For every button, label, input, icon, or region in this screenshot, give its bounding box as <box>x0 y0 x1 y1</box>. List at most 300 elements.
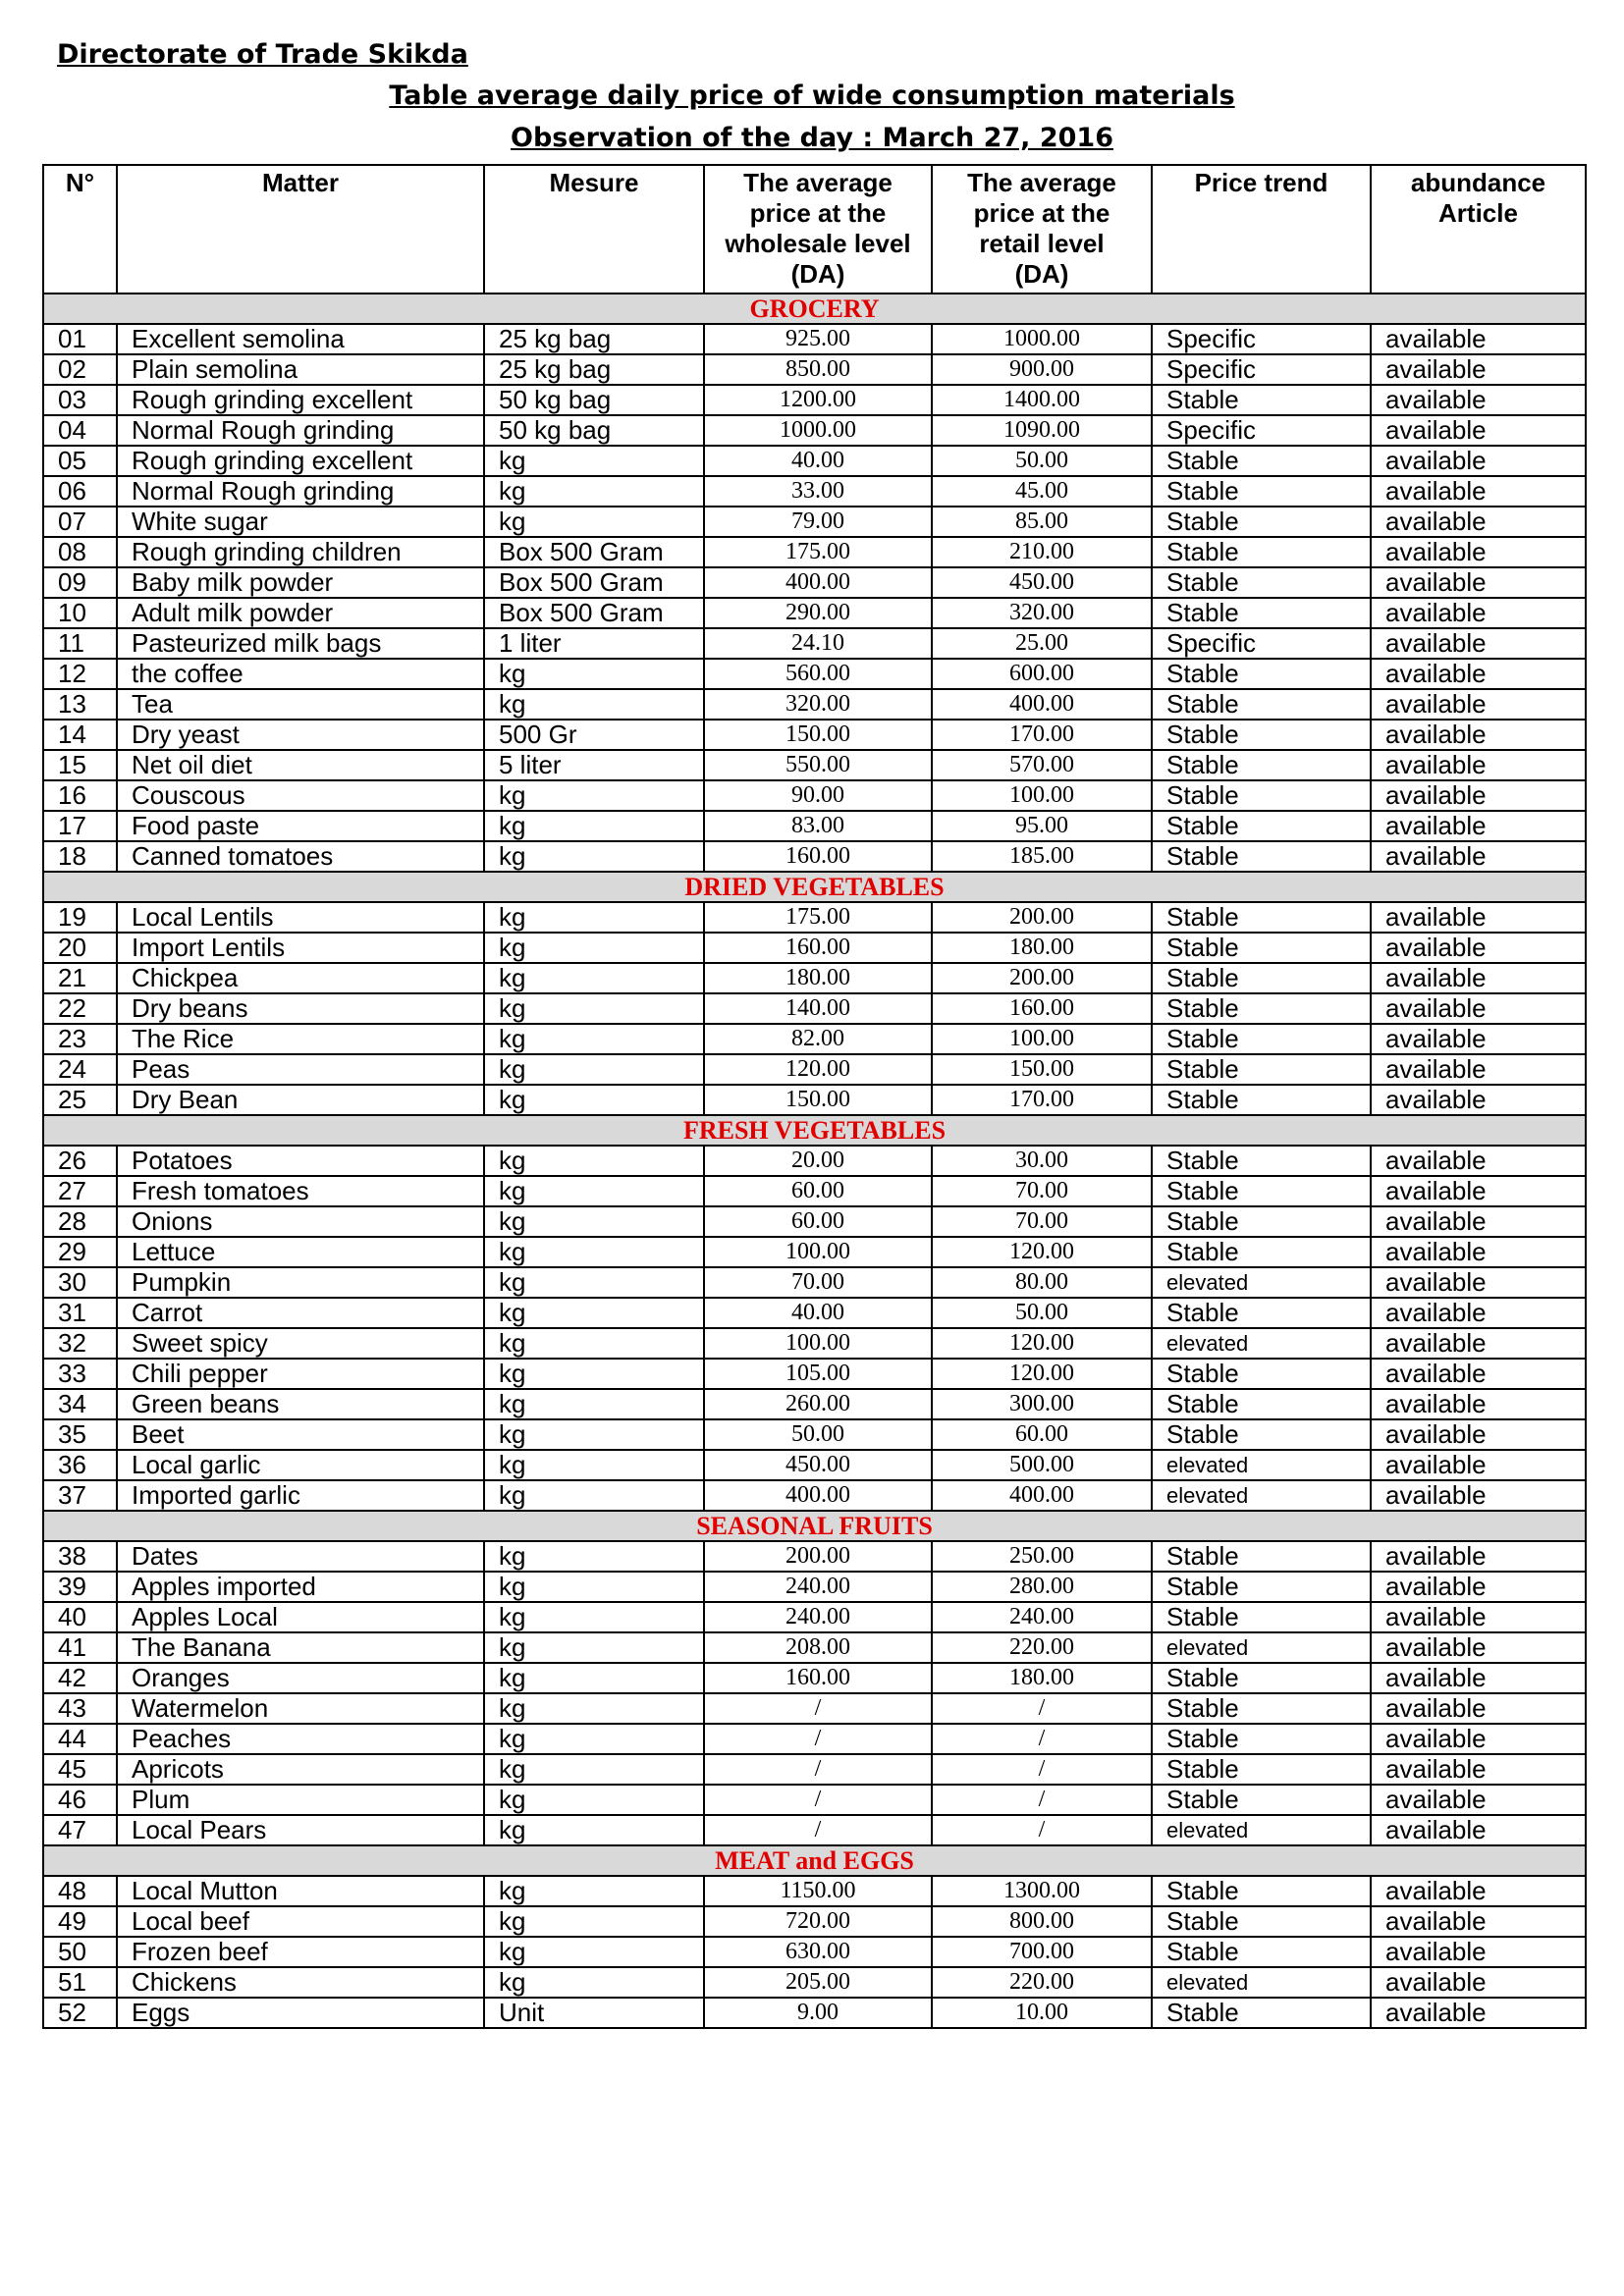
section-row <box>43 1511 1586 1541</box>
measure-cell: kg <box>484 780 704 811</box>
table-row <box>43 902 1586 933</box>
abundance-cell: available <box>1371 720 1586 750</box>
table-body <box>43 294 1586 2028</box>
abundance-cell: available <box>1371 507 1586 537</box>
matter-cell: Pumpkin <box>117 1267 484 1298</box>
retail-price-cell: 80.00 <box>932 1267 1152 1298</box>
price-trend-cell: Stable <box>1152 1359 1371 1389</box>
wholesale-price-cell: 200.00 <box>704 1541 932 1572</box>
abundance-cell: available <box>1371 1237 1586 1267</box>
wholesale-price-cell: 120.00 <box>704 1054 932 1085</box>
table-row <box>43 354 1586 385</box>
retail-price-cell: 200.00 <box>932 902 1152 933</box>
measure-cell: kg <box>484 446 704 476</box>
retail-price-cell: 200.00 <box>932 963 1152 993</box>
table-row <box>43 993 1586 1024</box>
retail-price-cell: 150.00 <box>932 1054 1152 1085</box>
table-row <box>43 446 1586 476</box>
matter-cell: Peaches <box>117 1724 484 1754</box>
retail-price-cell: / <box>932 1754 1152 1785</box>
abundance-cell: available <box>1371 628 1586 659</box>
retail-price-cell: 100.00 <box>932 1024 1152 1054</box>
matter-cell: Watermelon <box>117 1693 484 1724</box>
organization-title: Directorate of Trade Skikda <box>57 39 468 70</box>
abundance-cell: available <box>1371 1085 1586 1115</box>
measure-cell: kg <box>484 1085 704 1115</box>
table-row <box>43 385 1586 415</box>
matter-cell: The Banana <box>117 1632 484 1663</box>
retail-price-cell: 1300.00 <box>932 1876 1152 1906</box>
matter-cell: Excellent semolina <box>117 324 484 354</box>
matter-cell: Local beef <box>117 1906 484 1937</box>
measure-cell: kg <box>484 902 704 933</box>
abundance-cell: available <box>1371 1815 1586 1845</box>
price-trend-cell: Stable <box>1152 598 1371 628</box>
row-number: 07 <box>43 507 117 537</box>
row-number: 44 <box>43 1724 117 1754</box>
price-trend-cell: elevated <box>1152 1632 1371 1663</box>
measure-cell: kg <box>484 1328 704 1359</box>
table-row <box>43 1815 1586 1845</box>
wholesale-price-cell: 720.00 <box>704 1906 932 1937</box>
table-row <box>43 659 1586 689</box>
row-number: 40 <box>43 1602 117 1632</box>
wholesale-price-cell: 925.00 <box>704 324 932 354</box>
wholesale-price-cell: 79.00 <box>704 507 932 537</box>
wholesale-price-cell: 40.00 <box>704 1298 932 1328</box>
price-trend-cell: Stable <box>1152 750 1371 780</box>
price-trend-cell: Stable <box>1152 1176 1371 1206</box>
measure-cell: kg <box>484 1967 704 1998</box>
wholesale-price-cell: 100.00 <box>704 1237 932 1267</box>
price-trend-cell: Stable <box>1152 659 1371 689</box>
measure-cell: kg <box>484 1663 704 1693</box>
row-number: 33 <box>43 1359 117 1389</box>
table-row <box>43 1328 1586 1359</box>
price-trend-cell: Specific <box>1152 415 1371 446</box>
matter-cell: Local garlic <box>117 1450 484 1480</box>
price-trend-cell: elevated <box>1152 1450 1371 1480</box>
table-row <box>43 1876 1586 1906</box>
row-number: 31 <box>43 1298 117 1328</box>
matter-cell: Food paste <box>117 811 484 841</box>
abundance-cell: available <box>1371 385 1586 415</box>
table-row <box>43 689 1586 720</box>
price-trend-cell: Stable <box>1152 1298 1371 1328</box>
table-row <box>43 1359 1586 1389</box>
price-trend-cell: Stable <box>1152 1876 1371 1906</box>
wholesale-price-cell: 175.00 <box>704 537 932 567</box>
matter-cell: Local Lentils <box>117 902 484 933</box>
abundance-cell: available <box>1371 1541 1586 1572</box>
wholesale-price-cell: 450.00 <box>704 1450 932 1480</box>
measure-cell: kg <box>484 1693 704 1724</box>
retail-price-cell: 70.00 <box>932 1206 1152 1237</box>
row-number: 28 <box>43 1206 117 1237</box>
wholesale-price-cell: 20.00 <box>704 1146 932 1176</box>
retail-price-cell: / <box>932 1724 1152 1754</box>
row-number: 38 <box>43 1541 117 1572</box>
table-row <box>43 1693 1586 1724</box>
wholesale-price-cell: 205.00 <box>704 1967 932 1998</box>
matter-cell: Peas <box>117 1054 484 1085</box>
row-number: 46 <box>43 1785 117 1815</box>
measure-cell: kg <box>484 1176 704 1206</box>
row-number: 43 <box>43 1693 117 1724</box>
wholesale-price-cell: / <box>704 1785 932 1815</box>
table-row <box>43 1967 1586 1998</box>
wholesale-price-cell: 90.00 <box>704 780 932 811</box>
price-trend-cell: Stable <box>1152 720 1371 750</box>
row-number: 08 <box>43 537 117 567</box>
retail-price-cell: 800.00 <box>932 1906 1152 1937</box>
wholesale-price-cell: 150.00 <box>704 1085 932 1115</box>
abundance-cell: available <box>1371 902 1586 933</box>
abundance-cell: available <box>1371 1328 1586 1359</box>
table-row <box>43 1146 1586 1176</box>
row-number: 26 <box>43 1146 117 1176</box>
matter-cell: Rough grinding excellent <box>117 446 484 476</box>
price-trend-cell: Stable <box>1152 1146 1371 1176</box>
matter-cell: Local Pears <box>117 1815 484 1845</box>
abundance-cell: available <box>1371 1419 1586 1450</box>
col-header-trend: Price trend <box>1152 165 1371 294</box>
measure-cell: kg <box>484 1267 704 1298</box>
abundance-cell: available <box>1371 1602 1586 1632</box>
wholesale-price-cell: 1000.00 <box>704 415 932 446</box>
table-row <box>43 628 1586 659</box>
table-row <box>43 567 1586 598</box>
retail-price-cell: / <box>932 1785 1152 1815</box>
row-number: 12 <box>43 659 117 689</box>
table-row <box>43 1054 1586 1085</box>
retail-price-cell: 185.00 <box>932 841 1152 872</box>
row-number: 50 <box>43 1937 117 1967</box>
price-trend-cell: Stable <box>1152 1389 1371 1419</box>
wholesale-price-cell: 290.00 <box>704 598 932 628</box>
matter-cell: Dates <box>117 1541 484 1572</box>
measure-cell: kg <box>484 1480 704 1511</box>
matter-cell: Rough grinding children <box>117 537 484 567</box>
retail-price-cell: 100.00 <box>932 780 1152 811</box>
document-title: Table average daily price of wide consumption materials <box>389 80 1235 111</box>
table-row <box>43 1724 1586 1754</box>
retail-price-cell: 600.00 <box>932 659 1152 689</box>
measure-cell: Box 500 Gram <box>484 537 704 567</box>
abundance-cell: available <box>1371 1906 1586 1937</box>
matter-cell: White sugar <box>117 507 484 537</box>
table-row <box>43 1267 1586 1298</box>
measure-cell: kg <box>484 476 704 507</box>
retail-price-cell: / <box>932 1815 1152 1845</box>
wholesale-price-cell: 160.00 <box>704 1663 932 1693</box>
retail-price-cell: 1090.00 <box>932 415 1152 446</box>
retail-price-cell: 1400.00 <box>932 385 1152 415</box>
measure-cell: kg <box>484 1419 704 1450</box>
retail-price-cell: 450.00 <box>932 567 1152 598</box>
row-number: 42 <box>43 1663 117 1693</box>
table-row <box>43 1906 1586 1937</box>
price-trend-cell: Stable <box>1152 1572 1371 1602</box>
price-trend-cell: Stable <box>1152 1785 1371 1815</box>
row-number: 19 <box>43 902 117 933</box>
measure-cell: 25 kg bag <box>484 354 704 385</box>
row-number: 30 <box>43 1267 117 1298</box>
matter-cell: Net oil diet <box>117 750 484 780</box>
col-header-abundance: abundance Article <box>1371 165 1586 294</box>
table-row <box>43 780 1586 811</box>
abundance-cell: available <box>1371 476 1586 507</box>
section-row <box>43 1115 1586 1146</box>
matter-cell: Baby milk powder <box>117 567 484 598</box>
retail-price-cell: 570.00 <box>932 750 1152 780</box>
price-trend-cell: Stable <box>1152 1085 1371 1115</box>
table-row <box>43 841 1586 872</box>
abundance-cell: available <box>1371 1480 1586 1511</box>
matter-cell: Fresh tomatoes <box>117 1176 484 1206</box>
row-number: 09 <box>43 567 117 598</box>
table-row <box>43 1176 1586 1206</box>
wholesale-price-cell: / <box>704 1724 932 1754</box>
row-number: 22 <box>43 993 117 1024</box>
table-row <box>43 324 1586 354</box>
row-number: 35 <box>43 1419 117 1450</box>
abundance-cell: available <box>1371 1663 1586 1693</box>
measure-cell: 500 Gr <box>484 720 704 750</box>
measure-cell: kg <box>484 1024 704 1054</box>
row-number: 48 <box>43 1876 117 1906</box>
wholesale-price-cell: 100.00 <box>704 1328 932 1359</box>
price-trend-cell: Stable <box>1152 993 1371 1024</box>
row-number: 25 <box>43 1085 117 1115</box>
measure-cell: kg <box>484 1389 704 1419</box>
section-title: GROCERY <box>43 294 1586 324</box>
section-title: FRESH VEGETABLES <box>43 1115 1586 1146</box>
wholesale-price-cell: 70.00 <box>704 1267 932 1298</box>
section-title: SEASONAL FRUITS <box>43 1511 1586 1541</box>
price-trend-cell: Stable <box>1152 1024 1371 1054</box>
retail-price-cell: 210.00 <box>932 537 1152 567</box>
row-number: 52 <box>43 1998 117 2028</box>
row-number: 41 <box>43 1632 117 1663</box>
wholesale-price-cell: 550.00 <box>704 750 932 780</box>
abundance-cell: available <box>1371 1054 1586 1085</box>
abundance-cell: available <box>1371 1724 1586 1754</box>
section-title: MEAT and EGGS <box>43 1845 1586 1876</box>
matter-cell: Apricots <box>117 1754 484 1785</box>
table-row <box>43 963 1586 993</box>
col-header-measure: Mesure <box>484 165 704 294</box>
row-number: 39 <box>43 1572 117 1602</box>
measure-cell: kg <box>484 1054 704 1085</box>
price-trend-cell: Stable <box>1152 963 1371 993</box>
matter-cell: Apples imported <box>117 1572 484 1602</box>
abundance-cell: available <box>1371 659 1586 689</box>
matter-cell: Normal Rough grinding <box>117 476 484 507</box>
abundance-cell: available <box>1371 1785 1586 1815</box>
table-row <box>43 811 1586 841</box>
row-number: 49 <box>43 1906 117 1937</box>
price-trend-cell: Stable <box>1152 902 1371 933</box>
retail-price-cell: 170.00 <box>932 1085 1152 1115</box>
measure-cell: kg <box>484 1632 704 1663</box>
abundance-cell: available <box>1371 963 1586 993</box>
matter-cell: Green beans <box>117 1389 484 1419</box>
price-trend-cell: elevated <box>1152 1267 1371 1298</box>
matter-cell: Imported garlic <box>117 1480 484 1511</box>
measure-cell: kg <box>484 1754 704 1785</box>
table-row <box>43 1632 1586 1663</box>
wholesale-price-cell: 82.00 <box>704 1024 932 1054</box>
matter-cell: Frozen beef <box>117 1937 484 1967</box>
abundance-cell: available <box>1371 415 1586 446</box>
row-number: 13 <box>43 689 117 720</box>
table-row <box>43 507 1586 537</box>
retail-price-cell: 160.00 <box>932 993 1152 1024</box>
retail-price-cell: 70.00 <box>932 1176 1152 1206</box>
wholesale-price-cell: 150.00 <box>704 720 932 750</box>
retail-price-cell: 240.00 <box>932 1602 1152 1632</box>
section-row <box>43 872 1586 902</box>
retail-price-cell: 170.00 <box>932 720 1152 750</box>
observation-date: Observation of the day : March 27, 2016 <box>511 123 1113 153</box>
wholesale-price-cell: 60.00 <box>704 1176 932 1206</box>
measure-cell: 5 liter <box>484 750 704 780</box>
table-row <box>43 1663 1586 1693</box>
price-trend-cell: Stable <box>1152 1693 1371 1724</box>
measure-cell: kg <box>484 993 704 1024</box>
table-row <box>43 537 1586 567</box>
wholesale-price-cell: 83.00 <box>704 811 932 841</box>
row-number: 06 <box>43 476 117 507</box>
retail-price-cell: 400.00 <box>932 689 1152 720</box>
matter-cell: Plum <box>117 1785 484 1815</box>
table-row <box>43 933 1586 963</box>
abundance-cell: available <box>1371 841 1586 872</box>
wholesale-price-cell: 850.00 <box>704 354 932 385</box>
wholesale-price-cell: 180.00 <box>704 963 932 993</box>
retail-price-cell: 180.00 <box>932 1663 1152 1693</box>
row-number: 18 <box>43 841 117 872</box>
table-row <box>43 476 1586 507</box>
row-number: 15 <box>43 750 117 780</box>
measure-cell: kg <box>484 507 704 537</box>
wholesale-price-cell: 240.00 <box>704 1602 932 1632</box>
abundance-cell: available <box>1371 689 1586 720</box>
retail-price-cell: 120.00 <box>932 1359 1152 1389</box>
wholesale-price-cell: 24.10 <box>704 628 932 659</box>
row-number: 29 <box>43 1237 117 1267</box>
price-trend-cell: elevated <box>1152 1967 1371 1998</box>
measure-cell: kg <box>484 1785 704 1815</box>
matter-cell: Potatoes <box>117 1146 484 1176</box>
row-number: 01 <box>43 324 117 354</box>
table-row <box>43 1085 1586 1115</box>
abundance-cell: available <box>1371 1632 1586 1663</box>
row-number: 04 <box>43 415 117 446</box>
row-number: 51 <box>43 1967 117 1998</box>
col-header-wholesale: The average price at the wholesale level (DA) <box>704 165 932 294</box>
wholesale-price-cell: 140.00 <box>704 993 932 1024</box>
abundance-cell: available <box>1371 537 1586 567</box>
matter-cell: Onions <box>117 1206 484 1237</box>
wholesale-price-cell: 40.00 <box>704 446 932 476</box>
abundance-cell: available <box>1371 1298 1586 1328</box>
abundance-cell: available <box>1371 1693 1586 1724</box>
row-number: 27 <box>43 1176 117 1206</box>
price-trend-cell: Specific <box>1152 354 1371 385</box>
table-row <box>43 1572 1586 1602</box>
wholesale-price-cell: 160.00 <box>704 841 932 872</box>
price-trend-cell: Stable <box>1152 537 1371 567</box>
retail-price-cell: 50.00 <box>932 1298 1152 1328</box>
price-trend-cell: elevated <box>1152 1328 1371 1359</box>
matter-cell: Carrot <box>117 1298 484 1328</box>
table-row <box>43 1389 1586 1419</box>
matter-cell: Sweet spicy <box>117 1328 484 1359</box>
measure-cell: kg <box>484 659 704 689</box>
matter-cell: Dry yeast <box>117 720 484 750</box>
wholesale-price-cell: 105.00 <box>704 1359 932 1389</box>
section-row <box>43 294 1586 324</box>
table-row <box>43 750 1586 780</box>
section-row <box>43 1845 1586 1876</box>
abundance-cell: available <box>1371 933 1586 963</box>
measure-cell: kg <box>484 1906 704 1937</box>
measure-cell: Box 500 Gram <box>484 598 704 628</box>
price-trend-cell: Stable <box>1152 933 1371 963</box>
retail-price-cell: 45.00 <box>932 476 1152 507</box>
wholesale-price-cell: 630.00 <box>704 1937 932 1967</box>
measure-cell: 50 kg bag <box>484 415 704 446</box>
section-title: DRIED VEGETABLES <box>43 872 1586 902</box>
col-header-num: N° <box>43 165 117 294</box>
retail-price-cell: 10.00 <box>932 1998 1152 2028</box>
retail-price-cell: 900.00 <box>932 354 1152 385</box>
abundance-cell: available <box>1371 1176 1586 1206</box>
matter-cell: Couscous <box>117 780 484 811</box>
measure-cell: kg <box>484 1237 704 1267</box>
row-number: 23 <box>43 1024 117 1054</box>
retail-price-cell: / <box>932 1693 1152 1724</box>
retail-price-cell: 25.00 <box>932 628 1152 659</box>
table-row <box>43 1754 1586 1785</box>
abundance-cell: available <box>1371 1937 1586 1967</box>
matter-cell: Oranges <box>117 1663 484 1693</box>
matter-cell: Tea <box>117 689 484 720</box>
wholesale-price-cell: 208.00 <box>704 1632 932 1663</box>
price-trend-cell: Stable <box>1152 1602 1371 1632</box>
abundance-cell: available <box>1371 993 1586 1024</box>
price-trend-cell: Stable <box>1152 1237 1371 1267</box>
retail-price-cell: 1000.00 <box>932 324 1152 354</box>
table-row <box>43 1998 1586 2028</box>
matter-cell: Rough grinding excellent <box>117 385 484 415</box>
abundance-cell: available <box>1371 1359 1586 1389</box>
retail-price-cell: 700.00 <box>932 1937 1152 1967</box>
col-header-retail: The average price at the retail level (DA) <box>932 165 1152 294</box>
retail-price-cell: 500.00 <box>932 1450 1152 1480</box>
abundance-cell: available <box>1371 1754 1586 1785</box>
abundance-cell: available <box>1371 1572 1586 1602</box>
retail-price-cell: 250.00 <box>932 1541 1152 1572</box>
measure-cell: kg <box>484 1298 704 1328</box>
row-number: 47 <box>43 1815 117 1845</box>
table-row <box>43 1480 1586 1511</box>
retail-price-cell: 280.00 <box>932 1572 1152 1602</box>
matter-cell: Plain semolina <box>117 354 484 385</box>
price-trend-cell: Stable <box>1152 1937 1371 1967</box>
